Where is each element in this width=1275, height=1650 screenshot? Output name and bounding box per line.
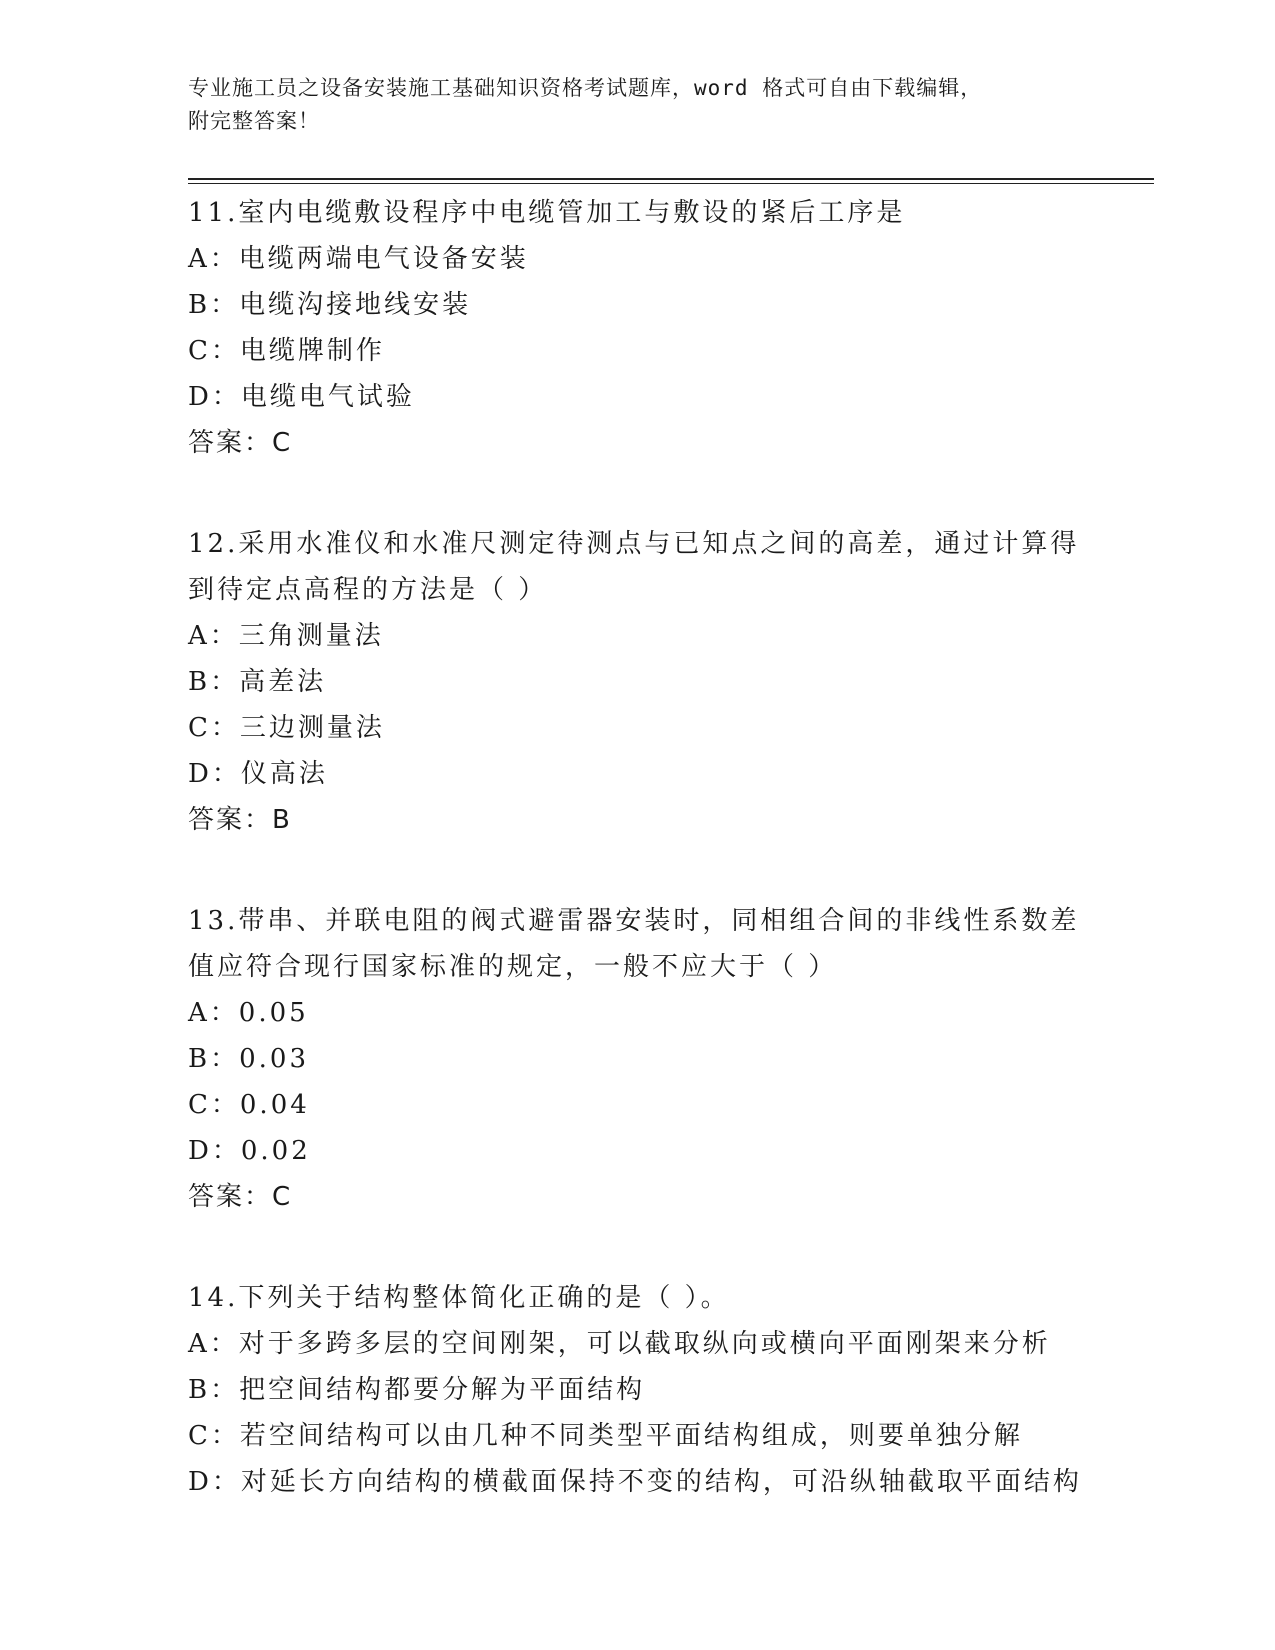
option-d: D：仪高法 — [188, 759, 328, 789]
question-stem: 11.室内电缆敷设程序中电缆管加工与敷设的紧后工序是 — [188, 198, 906, 228]
answer: 答案：C — [188, 428, 293, 458]
header-line-2: 附完整答案！ — [188, 109, 320, 133]
question-spacer — [188, 466, 1154, 521]
question-stem-continued: 到待定点高程的方法是（ ） — [188, 575, 548, 605]
question-stem: 13.带串、并联电阻的阀式避雷器安装时，同相组合间的非线性系数差 — [188, 906, 1080, 936]
option-b: B：0.03 — [188, 1044, 309, 1074]
option-c: C：若空间结构可以由几种不同类型平面结构组成，则要单独分解 — [188, 1421, 1023, 1451]
header-divider-thin — [188, 183, 1154, 184]
option-d: D：0.02 — [188, 1136, 311, 1166]
option-c: C：0.04 — [188, 1090, 310, 1120]
question-stem: 14.下列关于结构整体简化正确的是（ ）。 — [188, 1283, 730, 1313]
option-b: B：把空间结构都要分解为平面结构 — [188, 1375, 646, 1405]
option-a: A：电缆两端电气设备安装 — [188, 244, 529, 274]
option-a: A：三角测量法 — [188, 621, 384, 651]
option-c: C：三边测量法 — [188, 713, 385, 743]
option-d: D：电缆电气试验 — [188, 382, 415, 412]
option-a: A：对于多跨多层的空间刚架，可以截取纵向或横向平面刚架来分析 — [188, 1329, 1051, 1359]
question-13 — [188, 898, 1154, 1220]
option-b: B：高差法 — [188, 667, 327, 697]
question-spacer — [188, 843, 1154, 898]
option-b: B：电缆沟接地线安装 — [188, 290, 472, 320]
question-11 — [188, 190, 1154, 466]
header-divider-thick — [188, 178, 1154, 180]
question-spacer — [188, 1220, 1154, 1275]
option-c: C：电缆牌制作 — [188, 336, 385, 366]
option-a: A：0.05 — [188, 998, 309, 1028]
option-d: D：对延长方向结构的横截面保持不变的结构，可沿纵轴截取平面结构 — [188, 1467, 1082, 1497]
answer: 答案：B — [188, 805, 292, 835]
question-14 — [188, 1275, 1154, 1505]
question-12 — [188, 521, 1154, 843]
document-header — [188, 72, 1088, 138]
question-stem-continued: 值应符合现行国家标准的规定，一般不应大于（ ） — [188, 952, 838, 982]
answer: 答案：C — [188, 1182, 293, 1212]
header-line-1: 专业施工员之设备安装施工基础知识资格考试题库，word 格式可自由下载编辑， — [188, 76, 983, 100]
question-list — [188, 190, 1154, 1505]
question-stem: 12.采用水准仪和水准尺测定待测点与已知点之间的高差，通过计算得 — [188, 529, 1080, 559]
